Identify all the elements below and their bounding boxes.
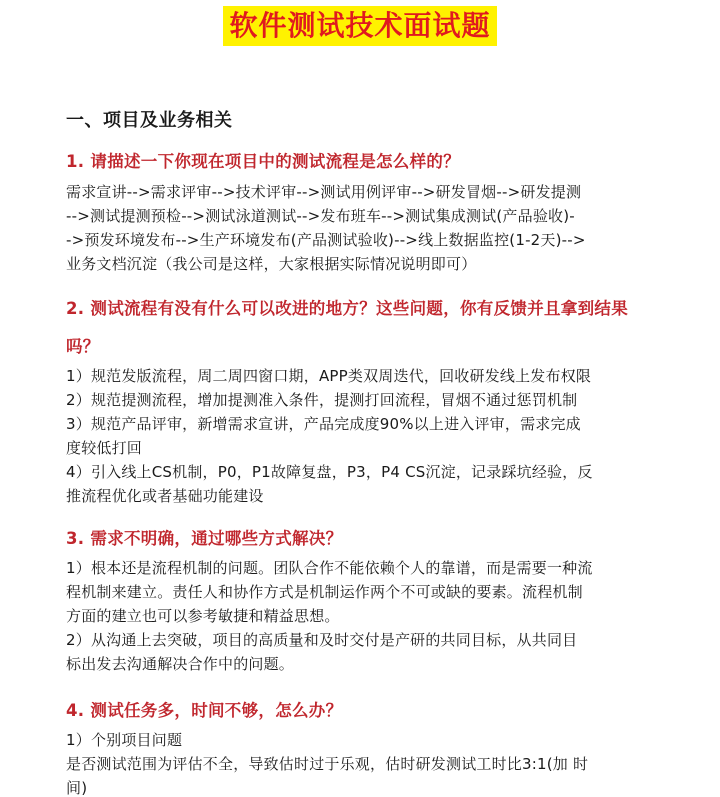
answer-line: 1）个别项目问题 [66,731,183,749]
answer-line: 间) [66,779,88,797]
question-2-line: 2. 测试流程有没有什么可以改进的地方？这些问题，你有反馈并且拿到结果 [66,299,628,318]
question-1: 1. 请描述一下你现在项目中的测试流程是怎么样的？ [66,152,460,171]
answer-line: 1）规范发版流程，周二周四窗口期，APP类双周迭代，回收研发线上发布权限 [66,367,592,385]
answer-line: 需求宣讲-->需求评审-->技术评审-->测试用例评审-->研发冒烟-->研发提测 [66,183,582,201]
answer-line: 程机制来建立。责任人和协作方式是机制运作两个不可或缺的要素。流程机制 [66,583,583,601]
question-2 [66,292,666,364]
answer-line: 标出发去沟通解决合作中的问题。 [66,655,295,673]
answer-3 [66,556,666,676]
page-title: 软件测试技术面试题 [223,6,496,46]
answer-2 [66,364,666,508]
answer-line: 度较低打回 [66,439,143,457]
question-4: 4. 测试任务多，时间不够，怎么办？ [66,701,343,720]
answer-line: ->预发环境发布-->生产环境发布(产品测试验收)-->线上数据监控(1-2天)--> [66,231,586,249]
answer-line: 业务文档沉淀（我公司是这样，大家根据实际情况说明即可） [66,255,477,273]
answer-line: 推流程优化或者基础功能建设 [66,487,264,505]
answer-line: 3）规范产品评审，新增需求宣讲，产品完成度90%以上进入评审，需求完成 [66,415,581,433]
answer-line: 2）从沟通上去突破，项目的高质量和及时交付是产研的共同目标，从共同目 [66,631,578,649]
answer-1 [66,180,666,276]
answer-line: -->测试提测预检-->测试泳道测试-->发布班车-->测试集成测试(产品验收)- [66,207,575,225]
question-2-line: 吗？ [66,337,100,356]
title-wrap [0,6,720,46]
answer-line: 1）根本还是流程机制的问题。团队合作不能依赖个人的靠谱，而是需要一种流 [66,559,593,577]
answer-line: 方面的建立也可以参考敏捷和精益思想。 [66,607,340,625]
question-3: 3. 需求不明确，通过哪些方式解决？ [66,529,343,548]
answer-line: 2）规范提测流程，增加提测准入条件，提测打回流程，冒烟不通过惩罚机制 [66,391,578,409]
answer-4 [66,728,666,797]
answer-line: 4）引入线上CS机制，P0，P1故障复盘，P3，P4 CS沉淀，记录踩坑经验，反 [66,463,593,481]
section-heading: 一、项目及业务相关 [66,110,233,131]
answer-line: 是否测试范围为评估不全，导致估时过于乐观，估时研发测试工时比3:1(加 时 [66,755,589,773]
